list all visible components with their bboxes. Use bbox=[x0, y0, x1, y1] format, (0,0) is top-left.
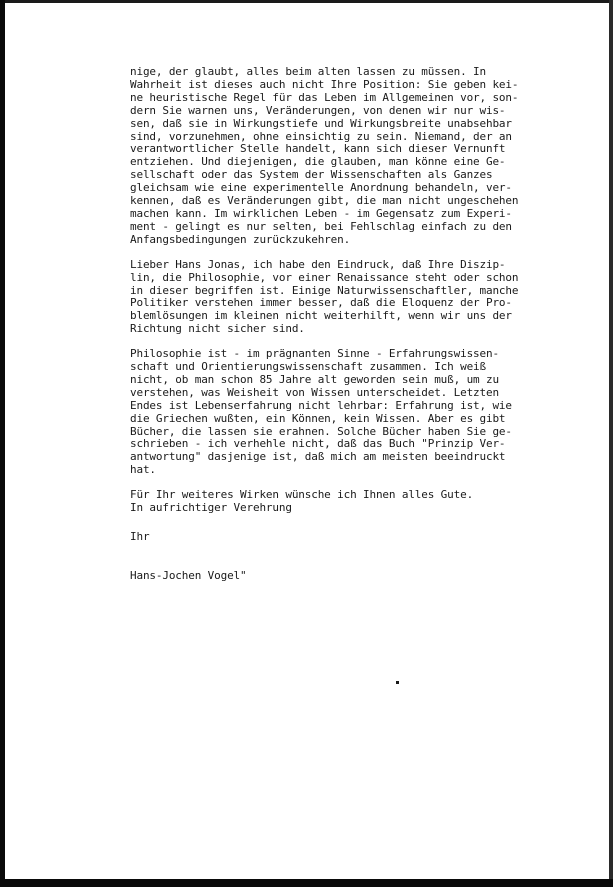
text-line: blemlösungen im kleinen nicht weiterhilft, wenn wir uns der bbox=[130, 309, 512, 323]
text-line: ne heuristische Regel für das Leben im Allgemeinen vor, son- bbox=[130, 90, 519, 104]
text-line: hat. bbox=[130, 463, 156, 477]
text-line: nicht, ob man schon 85 Jahre alt geworden sein muß, um zu bbox=[130, 372, 499, 386]
text-line: sellschaft oder das System der Wissenschaften als Ganzes bbox=[130, 168, 493, 182]
closing-wish: Für Ihr weiteres Wirken wünsche ich Ihnen alles Gute. bbox=[130, 488, 474, 502]
text-line: antwortung" dasjenige ist, daß mich am meisten beeindruckt bbox=[130, 450, 506, 464]
text-line: schaft und Orientierungswissenschaft zusammen. Ich weiß bbox=[130, 360, 486, 374]
closing-yours: Ihr bbox=[130, 530, 150, 543]
text-line: Endes ist Lebenserfahrung nicht lehrbar: Erfahrung ist, wie bbox=[130, 398, 512, 412]
text-line: Philosophie ist - im prägnanten Sinne - Erfahrungswissen- bbox=[130, 347, 499, 361]
text-line: verantwortlicher Stelle handelt, kann sich dieser Vernunft bbox=[130, 142, 506, 156]
text-line: nige, der glaubt, alles beim alten lassen zu müssen. In bbox=[130, 65, 486, 78]
closing-regards: In aufrichtiger Verehrung bbox=[130, 501, 292, 515]
text-line: verstehen, was Weisheit von Wissen unterscheidet. Letzten bbox=[130, 385, 499, 399]
letter-body bbox=[130, 66, 560, 477]
scan-border-bottom bbox=[0, 879, 613, 887]
text-line: sind, vorzunehmen, ohne einsichtig zu sein. Niemand, der an bbox=[130, 129, 512, 143]
text-line: Bücher, die lassen sie erahnen. Solche Bücher haben Sie ge- bbox=[130, 424, 512, 438]
text-line: Politiker verstehen immer besser, daß die Eloquenz der Pro- bbox=[130, 296, 512, 310]
text-line: lin, die Philosophie, vor einer Renaissance steht oder schon bbox=[130, 270, 519, 284]
text-line: entziehen. Und diejenigen, die glauben, man könne eine Ge- bbox=[130, 155, 506, 169]
text-line: sen, daß sie in Wirkungstiefe und Wirkungsbreite unabsehbar bbox=[130, 116, 512, 130]
text-line: in dieser begriffen ist. Einige Naturwissenschaftler, manche bbox=[130, 283, 519, 297]
text-line: Lieber Hans Jonas, ich habe den Eindruck, daß Ihre Diszip- bbox=[130, 257, 506, 271]
letter-page bbox=[130, 66, 560, 583]
text-line: Anfangsbedingungen zurückzukehren. bbox=[130, 232, 351, 246]
text-line: dern Sie warnen uns, Veränderungen, von denen wir nur wis- bbox=[130, 103, 506, 117]
text-line: Wahrheit ist dieses auch nicht Ihre Position: Sie geben kei- bbox=[130, 77, 519, 91]
text-line: gleichsam wie eine experimentelle Anordnung behandeln, ver- bbox=[130, 181, 512, 195]
scan-speck bbox=[396, 681, 399, 684]
letter-paragraph bbox=[130, 66, 560, 247]
signature-name: Hans-Jochen Vogel" bbox=[130, 568, 247, 582]
text-line: kennen, daß es Veränderungen gibt, die man nicht ungeschehen bbox=[130, 194, 519, 208]
scan-border-top bbox=[0, 0, 613, 3]
scan-border-right bbox=[609, 0, 613, 887]
letter-paragraph bbox=[130, 348, 560, 477]
scan-border-left bbox=[0, 0, 5, 887]
text-line: schrieben - ich verhehle nicht, daß das Buch "Prinzip Ver- bbox=[130, 437, 506, 451]
text-line: die Griechen wußten, ein Können, kein Wissen. Aber es gibt bbox=[130, 411, 506, 425]
letter-paragraph bbox=[130, 259, 560, 336]
text-line: ment - gelingt es nur selten, bei Fehlschlag einfach zu den bbox=[130, 219, 512, 233]
text-line: Richtung nicht sicher sind. bbox=[130, 322, 305, 336]
text-line: machen kann. Im wirklichen Leben - im Gegensatz zum Experi- bbox=[130, 206, 512, 220]
letter-closing bbox=[130, 489, 560, 583]
spacer bbox=[130, 515, 560, 531]
spacer bbox=[130, 544, 560, 570]
